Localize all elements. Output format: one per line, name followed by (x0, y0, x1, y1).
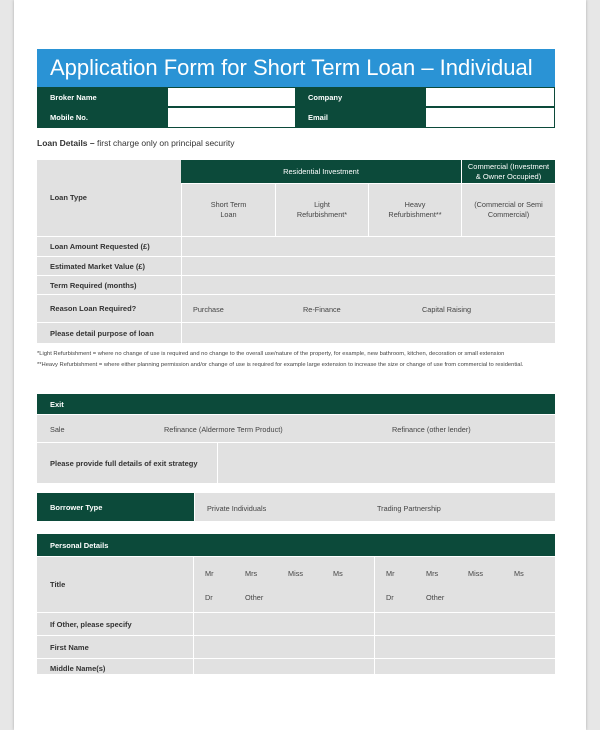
term-required-label: Term Required (months) (37, 276, 181, 294)
broker-name-field[interactable] (167, 87, 296, 107)
title-option[interactable]: Other (245, 593, 264, 602)
loan-details-subtitle: first charge only on principal security (94, 138, 235, 148)
residential-investment-header: Residential Investment (181, 160, 461, 183)
title-option[interactable]: Dr (386, 593, 394, 602)
title-option[interactable]: Other (426, 593, 445, 602)
exit-details-label: Please provide full details of exit strategy (37, 443, 217, 483)
broker-name-label: Broker Name (37, 87, 167, 107)
exit-details-field[interactable] (218, 443, 555, 483)
reason-purchase-option[interactable]: Purchase (193, 305, 224, 314)
if-other-label: If Other, please specify (37, 613, 193, 635)
purpose-label: Please detail purpose of loan (37, 323, 181, 343)
title-option[interactable]: Miss (468, 569, 483, 578)
exit-sale-option[interactable]: Sale (50, 425, 65, 434)
commercial-option[interactable]: (Commercial or Semi Commercial) (462, 184, 555, 236)
purpose-field[interactable] (182, 323, 555, 343)
if-other-field-applicant-2[interactable] (375, 613, 555, 635)
footnote-light-refurbishment: *Light Refurbishment = where no change of use is required and no change to the overall use/nature of the property, for example, new bathroom, kitchen, decoration or small extension (37, 351, 505, 357)
footnote-heavy-refurbishment: **Heavy Refurbishment = where either planning permission and/or change of use is required for example large extension to increase the size or change of use from commercial to residential. (37, 362, 524, 368)
first-name-label: First Name (37, 636, 193, 658)
borrower-private-option[interactable]: Private Individuals (207, 504, 267, 513)
exit-options-row (37, 415, 555, 442)
title-label: Title (37, 557, 193, 612)
borrower-type-label: Borrower Type (37, 493, 194, 521)
borrower-trading-option[interactable]: Trading Partnership (377, 504, 441, 513)
reason-label: Reason Loan Required? (37, 295, 181, 322)
middle-names-field-applicant-2[interactable] (375, 659, 555, 674)
heavy-refurbishment-option[interactable]: Heavy Refurbishment** (369, 184, 461, 236)
title-options-applicant-2 (375, 557, 555, 612)
exit-refinance-aldermore-option[interactable]: Refinance (Aldermore Term Product) (164, 425, 283, 434)
title-options-applicant-1 (194, 557, 374, 612)
market-value-label: Estimated Market Value (£) (37, 257, 181, 275)
title-option[interactable]: Mr (205, 569, 214, 578)
email-label: Email (296, 107, 425, 128)
company-field[interactable] (425, 87, 555, 107)
title-option[interactable]: Ms (514, 569, 524, 578)
reason-capital-raising-option[interactable]: Capital Raising (422, 305, 472, 314)
title-option[interactable]: Mrs (426, 569, 439, 578)
reason-refinance-option[interactable]: Re-Finance (303, 305, 341, 314)
middle-names-label: Middle Name(s) (37, 659, 193, 674)
loan-details-heading (37, 138, 234, 148)
market-value-field[interactable] (182, 257, 555, 275)
loan-amount-label: Loan Amount Requested (£) (37, 237, 181, 256)
light-refurbishment-option[interactable]: Light Refurbishment* (276, 184, 368, 236)
if-other-field-applicant-1[interactable] (194, 613, 374, 635)
loan-type-label: Loan Type (50, 193, 87, 202)
loan-amount-field[interactable] (182, 237, 555, 256)
short-term-loan-option[interactable]: Short Term Loan (182, 184, 275, 236)
email-field[interactable] (425, 107, 555, 128)
reason-options-row (182, 295, 555, 322)
exit-header: Exit (37, 394, 555, 414)
title-option[interactable]: Miss (288, 569, 303, 578)
commercial-header: Commercial (Investment & Owner Occupied) (462, 160, 555, 183)
mobile-field[interactable] (167, 107, 296, 128)
term-required-field[interactable] (182, 276, 555, 294)
company-label: Company (296, 87, 425, 107)
form-title: Application Form for Short Term Loan – Individual (37, 49, 555, 87)
title-option[interactable]: Mr (386, 569, 395, 578)
title-option[interactable]: Ms (333, 569, 343, 578)
first-name-field-applicant-2[interactable] (375, 636, 555, 658)
title-option[interactable]: Mrs (245, 569, 258, 578)
mobile-label: Mobile No. (37, 107, 167, 128)
personal-details-header: Personal Details (37, 534, 555, 556)
exit-refinance-other-option[interactable]: Refinance (other lender) (392, 425, 471, 434)
middle-names-field-applicant-1[interactable] (194, 659, 374, 674)
title-option[interactable]: Dr (205, 593, 213, 602)
first-name-field-applicant-1[interactable] (194, 636, 374, 658)
loan-details-title: Loan Details – (37, 138, 95, 148)
